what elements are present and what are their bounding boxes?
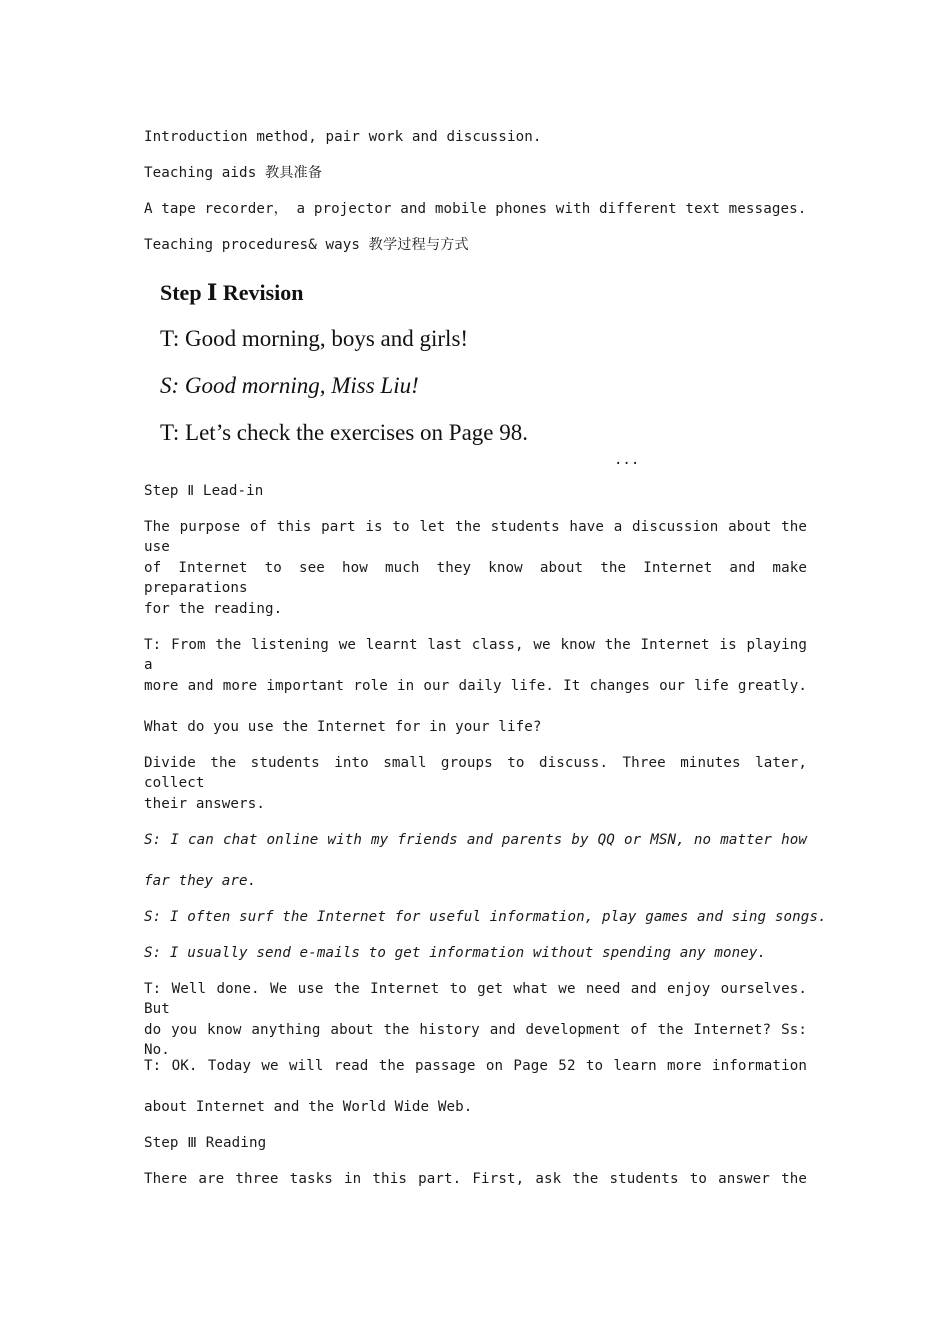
step2-p4-line: T: Well done. We use the Internet to get what we need and enjoy ourselves. But [144, 981, 807, 1017]
intro-method-line: Introduction method, pair work and discussion. [144, 129, 542, 145]
step2-p4-line: about Internet and the World Wide Web. [144, 1099, 473, 1115]
step2-p2-line: more and more important role in our daily life. It changes our life greatly. [144, 678, 807, 694]
step1-title: Step Ⅰ Revision [160, 280, 304, 305]
step2-p1-line: of Internet to see how much they know about the Internet and make preparations [144, 560, 807, 596]
step2-p2-line: T: From the listening we learnt last class, we know the Internet is playing a [144, 637, 807, 673]
step3-p1-line: There are three tasks in this part. First, ask the students to answer the [144, 1171, 807, 1187]
student-answer-line: far they are. [144, 873, 257, 889]
step1-revision-image [156, 272, 616, 448]
step1-teacher-check: T: Let’s check the exercises on Page 98. [160, 420, 528, 445]
step1-student-greeting: S: Good morning, Miss Liu! [160, 373, 419, 398]
student-answer-line: S: I often surf the Internet for useful information, play games and sing songs. [144, 909, 827, 925]
ellipsis: ... [614, 452, 640, 468]
step2-p1-line: The purpose of this part is to let the students have a discussion about the use [144, 519, 807, 555]
step2-p4-line: T: OK. Today we will read the passage on Page 52 to learn more information [144, 1058, 807, 1074]
step2-p2-line: What do you use the Internet for in your life? [144, 719, 542, 735]
teaching-aids-heading: Teaching aids 教具准备 [144, 165, 323, 181]
step2-heading: Step Ⅱ Lead-in [144, 483, 264, 499]
step1-teacher-greeting: T: Good morning, boys and girls! [160, 326, 469, 351]
step2-p3-line: their answers. [144, 796, 265, 812]
step2-p4-line: do you know anything about the history and development of the Internet? Ss: No. [144, 1022, 807, 1058]
teaching-aids-text: A tape recorder， a projector and mobile phones with different text messages. [144, 201, 807, 217]
step3-heading: Step Ⅲ Reading [144, 1135, 267, 1151]
student-answer-line: S: I can chat online with my friends and parents by QQ or MSN, no matter how [144, 832, 807, 848]
step2-p3-line: Divide the students into small groups to discuss. Three minutes later, collect [144, 755, 807, 791]
student-answer-line: S: I usually send e-mails to get information without spending any money. [144, 945, 767, 961]
step2-p1-line: for the reading. [144, 601, 283, 617]
teaching-procedures-heading: Teaching procedures& ways 教学过程与方式 [144, 237, 469, 253]
